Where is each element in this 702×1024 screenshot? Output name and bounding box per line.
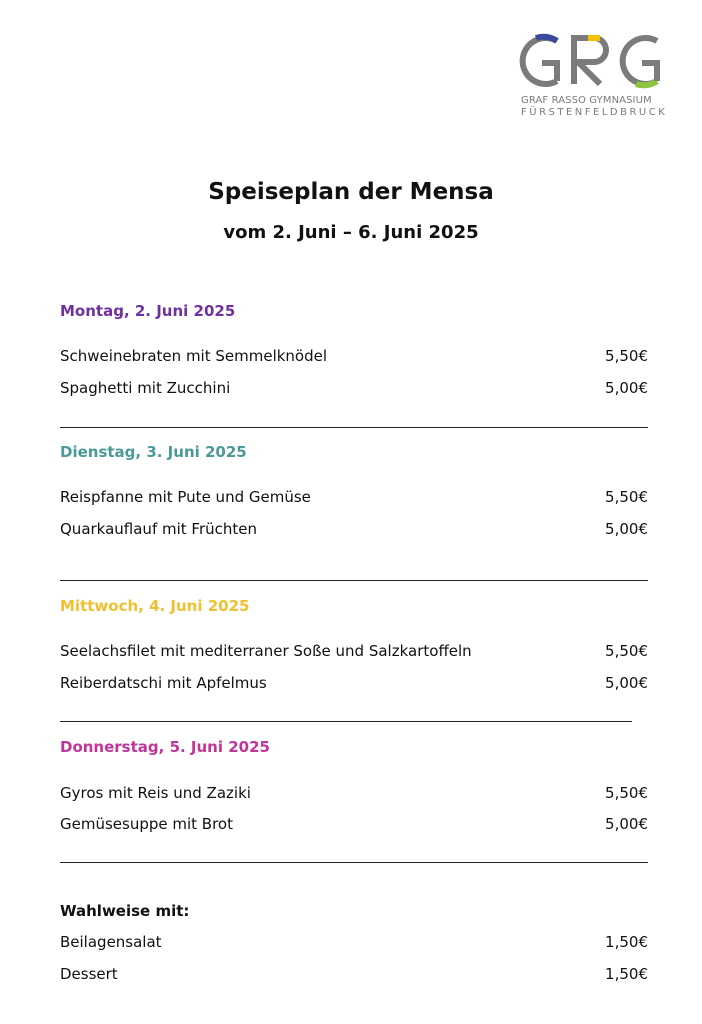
dish-price: 5,50€ xyxy=(605,784,648,802)
dish-name: Gyros mit Reis und Zaziki xyxy=(60,784,251,802)
menu-item xyxy=(60,518,648,540)
section-divider xyxy=(60,721,632,722)
section-divider xyxy=(60,427,648,428)
dish-price: 5,00€ xyxy=(605,674,648,692)
day-heading-monday: Montag, 2. Juni 2025 xyxy=(60,302,236,320)
dish-name: Spaghetti mit Zucchini xyxy=(60,379,231,397)
menu-item xyxy=(60,345,648,367)
dish-name: Quarkauflauf mit Früchten xyxy=(60,520,257,538)
menu-item xyxy=(60,782,648,804)
school-logo xyxy=(516,32,682,122)
dish-price: 5,00€ xyxy=(605,379,648,397)
dish-name: Reispfanne mit Pute und Gemüse xyxy=(60,488,311,506)
grg-logo-icon xyxy=(516,32,676,90)
day-heading-tuesday: Dienstag, 3. Juni 2025 xyxy=(60,443,247,461)
day-heading-wednesday: Mittwoch, 4. Juni 2025 xyxy=(60,597,250,615)
logo-school-name: GRAF RASSO GYMNASIUM xyxy=(521,95,652,106)
dish-price: 5,50€ xyxy=(605,642,648,660)
menu-item xyxy=(60,672,648,694)
extra-price: 1,50€ xyxy=(605,933,648,951)
dish-name: Seelachsfilet mit mediterraner Soße und Salzkartoffeln xyxy=(60,642,472,660)
extra-name: Beilagensalat xyxy=(60,933,162,951)
logo-city: FÜRSTENFELDBRUCK xyxy=(521,107,668,118)
menu-item xyxy=(60,931,648,953)
menu-item xyxy=(60,486,648,508)
menu-item xyxy=(60,377,648,399)
dish-price: 5,00€ xyxy=(605,815,648,833)
dish-name: Reiberdatschi mit Apfelmus xyxy=(60,674,267,692)
menu-item xyxy=(60,813,648,835)
day-heading-thursday: Donnerstag, 5. Juni 2025 xyxy=(60,738,270,756)
dish-price: 5,50€ xyxy=(605,488,648,506)
dish-price: 5,00€ xyxy=(605,520,648,538)
page-subtitle: vom 2. Juni – 6. Juni 2025 xyxy=(223,222,479,243)
dish-price: 5,50€ xyxy=(605,347,648,365)
menu-item xyxy=(60,963,648,985)
section-divider xyxy=(60,862,648,863)
dish-name: Gemüsesuppe mit Brot xyxy=(60,815,233,833)
extra-name: Dessert xyxy=(60,965,118,983)
extra-price: 1,50€ xyxy=(605,965,648,983)
section-divider xyxy=(60,580,648,581)
dish-name: Schweinebraten mit Semmelknödel xyxy=(60,347,328,365)
extras-heading: Wahlweise mit: xyxy=(60,902,190,920)
page-title: Speiseplan der Mensa xyxy=(208,179,494,205)
menu-item xyxy=(60,640,648,662)
